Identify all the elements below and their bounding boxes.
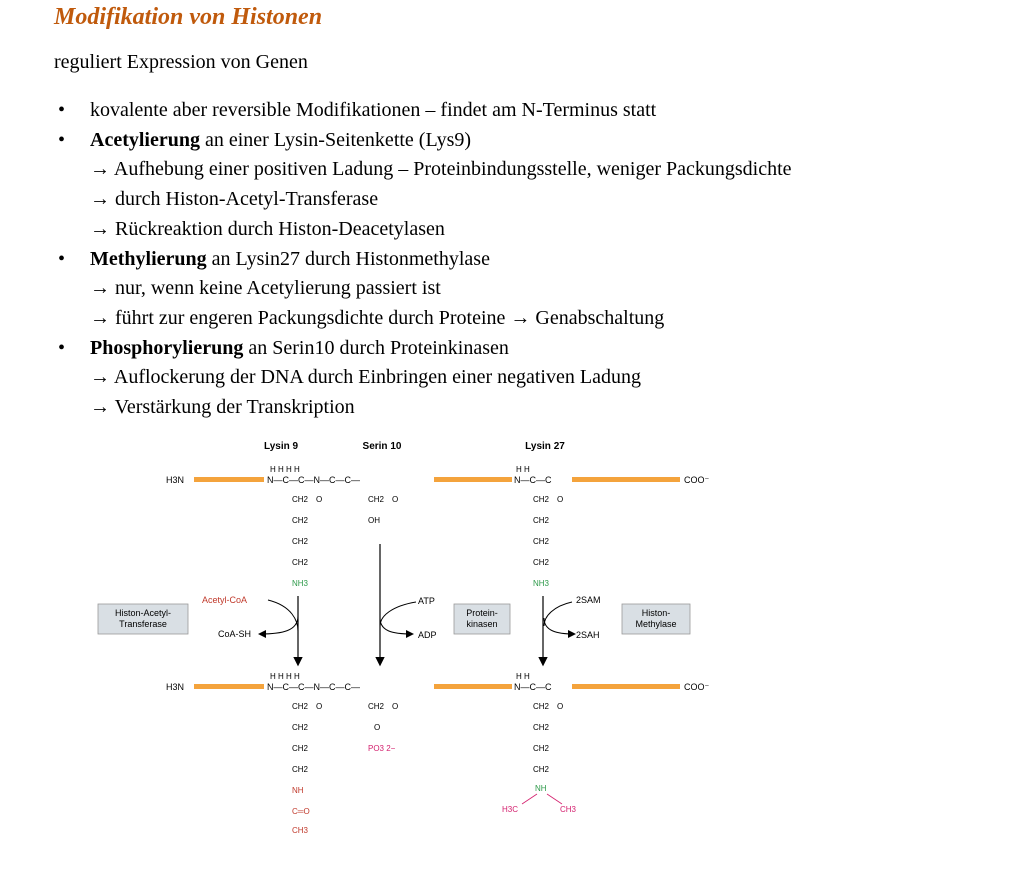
bullet-text: kovalente aber reversible Modifikationen – findet am N-Terminus statt <box>90 99 657 121</box>
svg-text:O: O <box>316 495 323 504</box>
bullet-bold: Methylierung <box>90 247 207 270</box>
label-lysin27: Lysin 27 <box>525 441 565 452</box>
bullet-bold: Acetylierung <box>90 128 200 151</box>
svg-text:OH: OH <box>368 516 380 525</box>
h-row: H H H H <box>270 672 300 681</box>
top-chain <box>166 465 710 588</box>
svg-text:CH2: CH2 <box>533 495 550 504</box>
svg-text:NH: NH <box>292 786 304 795</box>
bullet-item <box>54 96 792 126</box>
label-serin10: Serin 10 <box>362 441 402 452</box>
reagent-atp: ATP <box>418 596 435 606</box>
svg-text:O: O <box>316 702 323 711</box>
chain-bar <box>572 684 680 689</box>
reaction-acetylation <box>98 595 298 664</box>
bottom-chain <box>166 672 710 835</box>
bullet-bold: Phosphorylierung <box>90 336 244 359</box>
svg-text:CH2: CH2 <box>292 495 309 504</box>
chain-bar <box>194 684 264 689</box>
svg-text:NH3: NH3 <box>533 579 550 588</box>
bullet-icon: • <box>58 99 66 121</box>
svg-text:CH2: CH2 <box>533 765 550 774</box>
svg-text:PO3 2−: PO3 2− <box>368 744 396 753</box>
bullet-text: an Serin10 durch Proteinkinasen <box>243 336 509 359</box>
sub-line: → Aufhebung einer positiven Ladung – Proteinbindungsstelle, weniger Packungsdichte <box>90 158 792 181</box>
chain-bar <box>434 684 512 689</box>
bullet-item <box>54 126 792 245</box>
svg-text:CH2: CH2 <box>533 558 550 567</box>
svg-text:NH: NH <box>535 784 547 793</box>
svg-text:CH2: CH2 <box>533 723 550 732</box>
backbone-lys9: N—C—C—N—C—C— <box>267 682 360 692</box>
chain-bar <box>194 477 264 482</box>
bullet-icon: • <box>58 336 66 359</box>
sub-line: → führt zur engeren Packungsdichte durch Proteine → Genabschaltung <box>90 306 665 329</box>
svg-text:O: O <box>392 702 399 711</box>
svg-text:kinasen: kinasen <box>466 619 498 629</box>
svg-text:CH2: CH2 <box>292 537 309 546</box>
reaction-phosphorylation <box>380 544 510 664</box>
backbone-lys9: N—C—C—N—C—C— <box>267 475 360 485</box>
svg-text:CH3: CH3 <box>292 826 309 835</box>
intro-text: reguliert Expression von Genen <box>54 51 308 73</box>
svg-text:CH2: CH2 <box>292 744 309 753</box>
sub-line: → nur, wenn keine Acetylierung passiert ist <box>90 277 441 300</box>
bullet-text: an einer Lysin-Seitenkette (Lys9) <box>199 128 472 151</box>
svg-text:CH2: CH2 <box>292 516 309 525</box>
reagent-coa-sh: CoA-SH <box>218 629 252 639</box>
bullet-icon: • <box>58 128 66 151</box>
acetyl-lysine-sidechain <box>292 702 322 835</box>
c-terminus: COO⁻ <box>684 475 710 485</box>
svg-text:CH2: CH2 <box>368 702 385 711</box>
svg-text:CH2: CH2 <box>533 744 550 753</box>
svg-text:O: O <box>557 495 564 504</box>
backbone-lys27: N—C—C <box>514 682 552 692</box>
h-row: H H <box>516 672 530 681</box>
svg-text:Transferase: Transferase <box>119 619 167 629</box>
sub-line: → Auflockerung der DNA durch Einbringen einer negativen Ladung <box>90 366 641 389</box>
svg-text:Histon-: Histon- <box>641 608 671 618</box>
reaction-methylation <box>543 595 690 664</box>
c-terminus: COO⁻ <box>684 682 710 692</box>
histone-modification-diagram <box>92 436 712 836</box>
chain-bar <box>434 477 512 482</box>
svg-text:O: O <box>557 702 564 711</box>
svg-text:Protein-: Protein- <box>466 608 498 618</box>
svg-text:CH2: CH2 <box>533 537 550 546</box>
svg-text:CH2: CH2 <box>292 702 309 711</box>
lys9-sidechain <box>292 495 322 588</box>
svg-text:CH2: CH2 <box>292 765 309 774</box>
h-row: H H H H <box>270 465 300 474</box>
chain-bar <box>572 477 680 482</box>
svg-text:CH2: CH2 <box>533 516 550 525</box>
bullet-item <box>54 334 792 423</box>
reagent-acetyl-coa: Acetyl-CoA <box>202 595 248 605</box>
sub-line: → Rückreaktion durch Histon-Deacetylasen <box>90 217 445 240</box>
bullet-item <box>54 245 792 334</box>
lys27-sidechain <box>533 495 563 588</box>
svg-text:O: O <box>392 495 399 504</box>
n-terminus: H3N <box>166 475 185 485</box>
sub-line: → durch Histon-Acetyl-Transferase <box>90 188 379 211</box>
backbone-lys27: N—C—C <box>514 475 552 485</box>
bullet-text: an Lysin27 durch Histonmethylase <box>206 247 490 270</box>
ser10-sidechain <box>368 495 398 525</box>
svg-text:CH2: CH2 <box>292 558 309 567</box>
page-title: Modifikation von Histonen <box>54 4 323 30</box>
svg-text:NH3: NH3 <box>292 579 309 588</box>
svg-text:CH2: CH2 <box>368 495 385 504</box>
sub-line: → Verstärkung der Transkription <box>90 396 355 419</box>
label-lysin9: Lysin 9 <box>263 441 299 452</box>
svg-text:CH2: CH2 <box>292 723 309 732</box>
svg-text:CH3: CH3 <box>560 805 577 814</box>
svg-text:H3C: H3C <box>502 805 519 814</box>
svg-text:O: O <box>374 723 381 732</box>
bullet-list <box>54 96 792 423</box>
reagent-adp: ADP <box>418 630 437 640</box>
n-terminus: H3N <box>166 682 185 692</box>
reagent-sam: 2SAM <box>576 595 601 605</box>
svg-text:Methylase: Methylase <box>635 619 677 629</box>
methyl-lysine-sidechain <box>502 702 577 814</box>
svg-text:C═O: C═O <box>292 807 310 816</box>
bullet-icon: • <box>58 247 66 270</box>
reagent-sah: 2SAH <box>576 630 600 640</box>
svg-text:CH2: CH2 <box>533 702 550 711</box>
h-row: H H <box>516 465 530 474</box>
phospho-serine-sidechain <box>368 702 398 753</box>
svg-text:Histon-Acetyl-: Histon-Acetyl- <box>114 608 172 618</box>
